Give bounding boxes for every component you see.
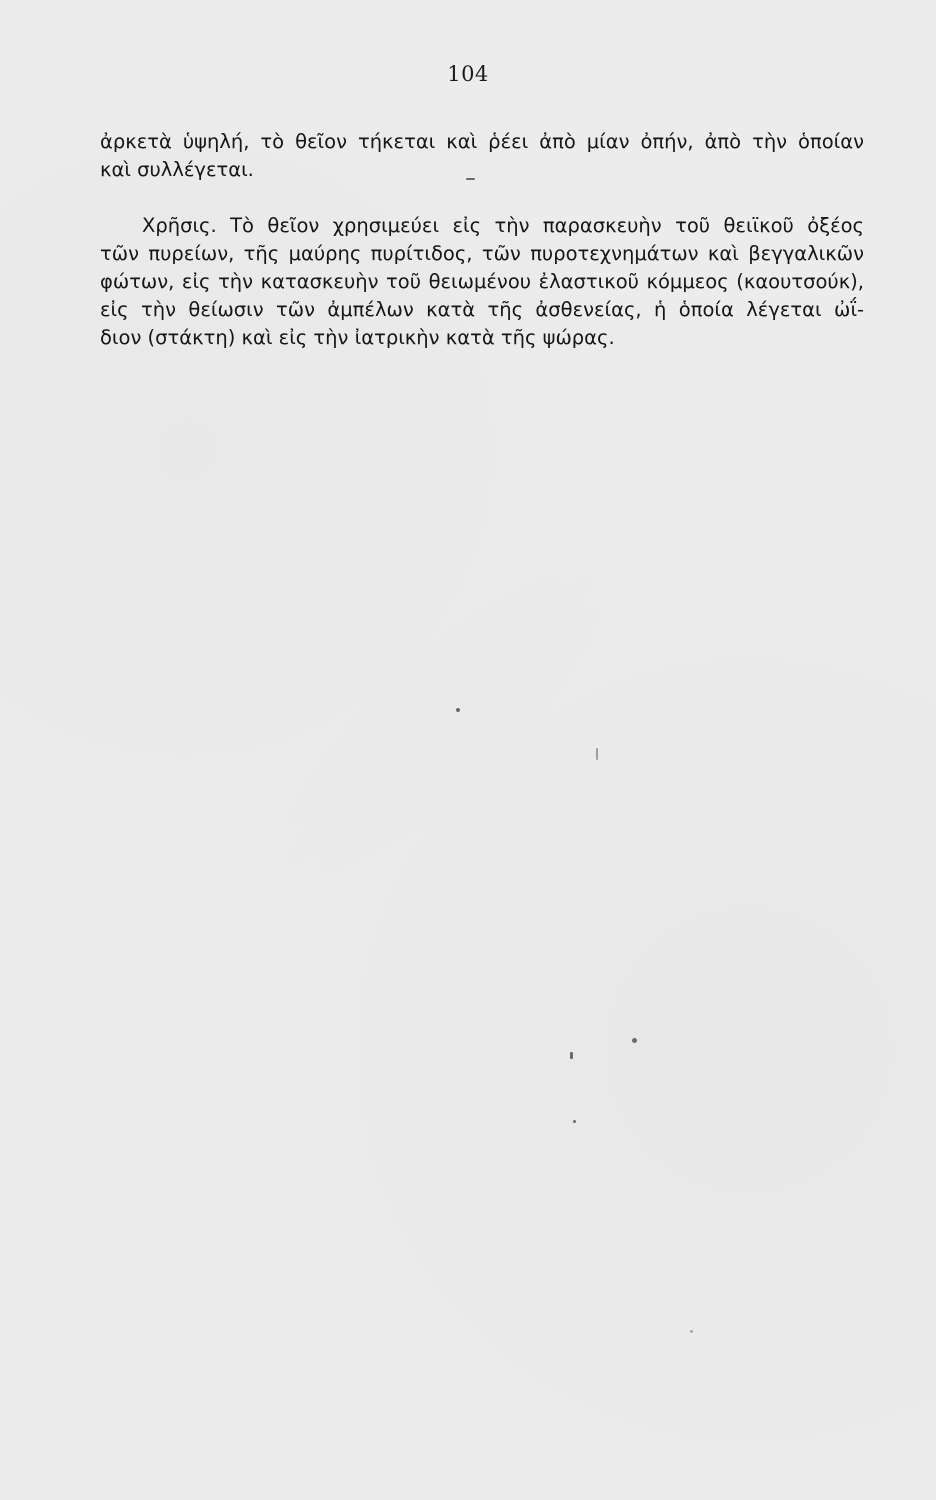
paper-speck [466, 178, 475, 180]
text-line: τῶν πυρείων, τῆς μαύρης πυρίτιδος, τῶν πυροτεχνημάτων καὶ βεγγαλικῶν [100, 242, 864, 265]
paper-speck [573, 1120, 576, 1123]
paper-speck [690, 1330, 693, 1333]
paragraph-1 [100, 128, 864, 184]
paragraph-2 [100, 212, 864, 352]
paper-speck [596, 748, 598, 760]
paper-speck [456, 708, 460, 712]
paper-speck [570, 1052, 573, 1059]
text-line: διον (στάκτη) καὶ εἰς τὴν ἰατρικὴν κατὰ τῆς ψώρας. [100, 326, 615, 349]
text-line: εἰς τὴν θείωσιν τῶν ἀμπέλων κατὰ τῆς ἀσθενείας, ἡ ὁποία λέγεται ὠΐ- [100, 298, 864, 321]
text-line: καὶ συλλέγεται. [100, 158, 254, 181]
text-line: Χρῆσις. Τὸ θεῖον χρησιμεύει εἰς τὴν παρασκευὴν τοῦ θειϊκοῦ ὀξέος [142, 214, 864, 237]
paper-speck [632, 1038, 637, 1043]
text-line: φώτων, εἰς τὴν κατασκευὴν τοῦ θειωμένου ἐλαστικοῦ κόμμεος (καουτσούκ), [100, 270, 864, 293]
page-number: 104 [447, 62, 489, 86]
text-line: ἀρκετὰ ὑψηλή, τὸ θεῖον τήκεται καὶ ῥέει ἀπὸ μίαν ὀπήν, ἀπὸ τὴν ὁποίαν [100, 130, 864, 153]
